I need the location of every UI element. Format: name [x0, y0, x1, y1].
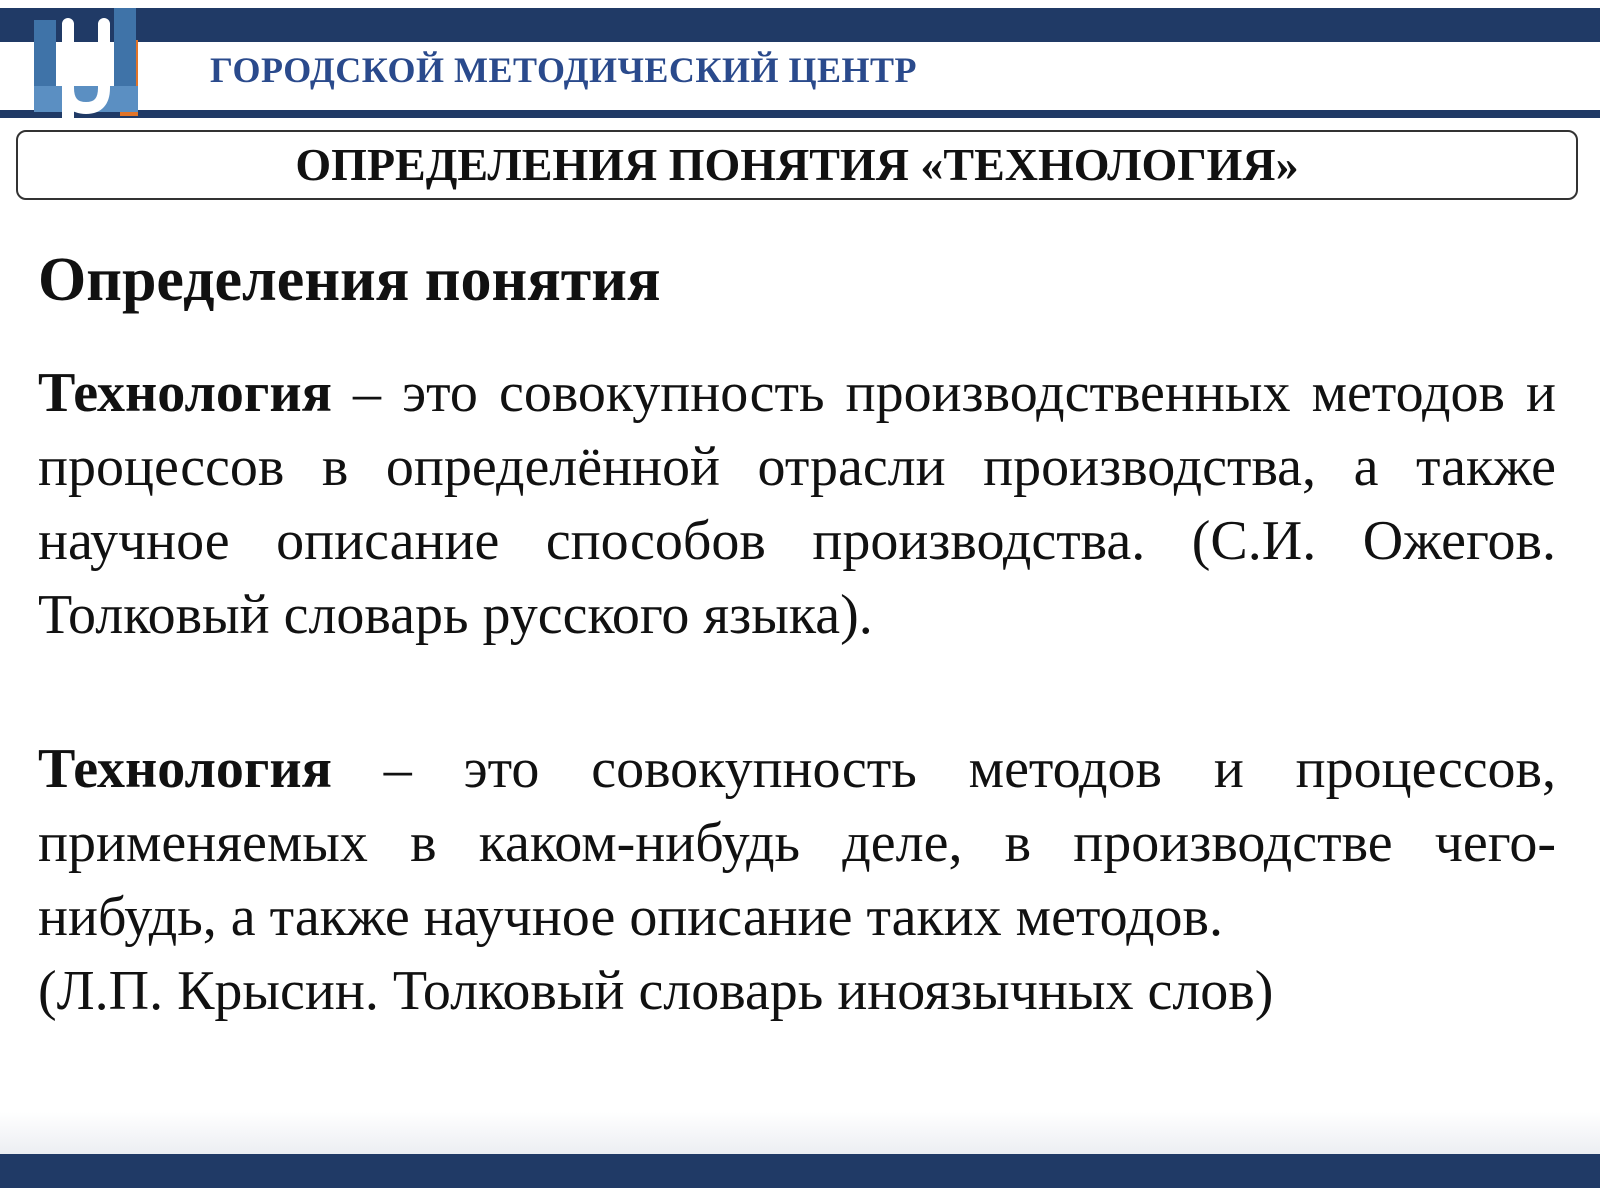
organization-name: ГОРОДСКОЙ МЕТОДИЧЕСКИЙ ЦЕНТР: [210, 50, 918, 90]
footer-shade: [0, 1112, 1600, 1154]
definition-term: Технология: [38, 738, 332, 800]
slide-title: ОПРЕДЕЛЕНИЯ ПОНЯТИЯ «ТЕХНОЛОГИЯ»: [295, 139, 1299, 190]
footer-bar: [0, 1154, 1600, 1188]
definition-ozhegov: [38, 356, 1556, 652]
slide-title-box: [16, 130, 1578, 200]
definition-source: (Л.П. Крысин. Толковый словарь иноязычных слов): [38, 960, 1274, 1022]
definition-text: – это совокупность производственных методов и процессов в определённой отрасли производства, а также научное описание способов производства. (С.И. Ожегов. Толковый словарь русского языка).: [38, 362, 1556, 646]
definition-text: – это совокупность методов и процессов, применяемых в каком-нибудь деле, в производстве чего-нибудь, а также научное описание таких методов.: [38, 738, 1556, 948]
gmc-logo-icon: [28, 0, 152, 132]
header-bottom-bar: [0, 110, 1600, 118]
header-top-bar: [0, 8, 1600, 42]
definition-krysin: [38, 732, 1556, 1028]
definition-term: Технология: [38, 362, 332, 424]
section-heading: Определения понятия: [38, 246, 661, 314]
